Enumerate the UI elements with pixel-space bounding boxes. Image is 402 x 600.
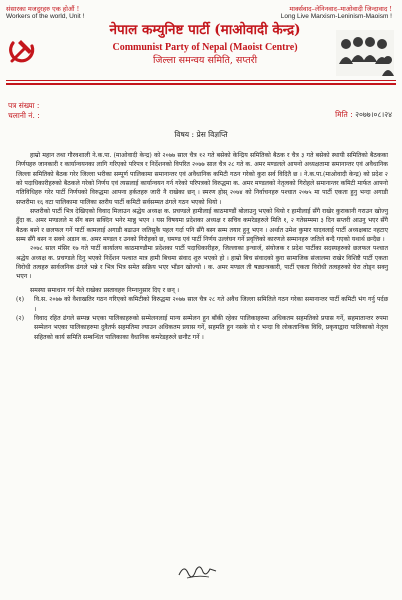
date-line — [335, 110, 392, 120]
hammer-sickle-icon — [6, 34, 38, 66]
decision-number: (१) — [16, 296, 24, 304]
slogan-left-english: Workers of the world, Unit ! — [6, 13, 85, 20]
press-release-body — [16, 151, 388, 342]
header-divider-thick — [6, 83, 396, 85]
slogan-left — [6, 5, 126, 21]
dispatch-number-label: चलानी नं. : — [8, 111, 40, 120]
slogan-right-english: Long Live Marxism-Leninism-Maoism ! — [280, 13, 392, 20]
body-paragraph: समस्या समाधान गर्न मैले राखेका प्रस्तावहरु निम्नानुसार दिए र छन् । — [30, 286, 180, 294]
letterhead — [70, 22, 340, 67]
decision-item — [16, 314, 388, 342]
signature-icon — [176, 560, 220, 582]
decision-item — [16, 295, 388, 314]
subject-line: विषय : प्रेस विज्ञप्ति — [174, 130, 228, 139]
slogan-right — [272, 5, 392, 21]
party-name-english: Communist Party of Nepal (Maoist Centre) — [112, 42, 298, 53]
header-divider — [6, 80, 396, 81]
committee-name: जिल्ला समन्वय समिति, सप्तरी — [152, 55, 258, 66]
body-paragraph: सप्तरीको पार्टी भित्र देखिएको विवाद मिलाउन श्रद्धेय अध्यक्ष क. प्रचण्डले हामीलाई काठमाण्डौं बोलाउनु भएको थियो र हामीलाई सँगै राखेर कुराकानी गराउन खोज्नु हुँदा क. अमर मण्डलले म सँग बस्न सक्दिन भनेर मान्नु भएन । यस विषयमा प्रदेशका अध्यक्ष र सचिव कमरेडहरुले मिति १, २ गतेसम्ममा ३ दिन सप्तरी आउनु भएर सँगै बैठक बस्ने र छलफल गर्ने पार्टी कामलाई अगाडी बढाउन जतिसुकै पहल गर्दा पनि सँगै बस्न सम्म तयार हुनु भएन । अर्थात उमेश कुमार यादवलाई पार्टी अध्यक्षबाट नहटाए सम्म सँगै बस्न न सक्ने अडान क. अमर मण्डल र उनको गिरोहको छ, घमण्ड एवं पार्टी निर्णय उल्लंघन गर्ने प्रवृत्तिको कारणले सम्मानहरु जतिले बन्दै गएको यथार्थ छन्दैछ । — [16, 208, 388, 244]
decision-number: (२) — [16, 314, 24, 322]
date-value: २०७७।०८।२४ — [355, 110, 392, 119]
slogan-right-nepali: मार्क्सवाद–लेनिनवाद–माओवादी जिन्दावाद ! — [289, 5, 392, 13]
party-name-nepali: नेपाल कम्युनिष्ट पार्टी (माओवादी केन्द्र) — [109, 22, 301, 38]
decision-text: विवाद रहित ढंगले सम्पन्न भएका पालिकाहरुको सम्मेलनलाई मान्य सम्मेलन हुन बाँकी रहेका पालिकाहरुमा अधिकतम सहमतिको प्रयास गर्ने, सहमातान्तर रुपमा सम्मेलन भएका पालिकाहरुमा दुवैतर्फ सहमतिमा ल्याउन अधिकतम प्रयास गर्ने, सहमति हुन नसके यो र भन्दा वि लोकतान्त्रिक विधि, प्रकृयाद्वारा पालिकाको नेतृत्व सहितको कार्य समिति सम्बन्धित पालिकाका वैधानिक कमरेडहरुले छनौट गर्ने । — [34, 314, 388, 341]
body-paragraph: २०७८ साल मंसिर १७ गते पार्टी कार्यालय काठमाण्डौमा प्रदेशका पार्टी पदाधिकारीहरु, जिल्लाका इन्चार्ज, संयोजक र प्रदेश पार्टीका सदस्यहरुको छलफल पश्चात श्रद्धेय अध्यक्ष क. प्रचण्डले दिनु भएको निर्देशन पश्चात मात्र हामी बिचमा संवाद शुरु भएको हो । हाम्रो बिच संवादको कुरा सामाजिक संजालमा राखेर विशिष्टै पार्टी एकता विरोधी तत्वहरु सार्वजनिक ढंगले भन्ने र भित्र भित्र समेत सक्रिय भएर भाँडन खोज्यो । क. अमर मण्डल ती षड्यन्त्रकारी, पार्टी एकता विरोधी तत्वहरुको घेरा तोड्न सक्नु भएन । — [16, 245, 388, 281]
body-paragraph: हाम्रो महान तथा गौरवशाली ने.क.पा. (माओवादी केन्द्र) को २०७७ साल चैत्र १२ गते बसेको केन्द्रिय समितिको बैठक र चैत्र ३ गते बसेको स्थायी समितिको बैठकका निर्णयहरु जानकारी र कार्यान्वयनका लागि गरिएको परिपत्र र निर्देशनको विपरित २०७७ साल चैत्र २८ गते क. अमर मण्डलले आफ्नो अध्यक्षतामा समानान्तर एवं अवैधानिक जिल्ला समितिको बैठक गरेर जिल्ला भरीका सम्पूर्ण पालिकामा समानान्तर एवं अवैधानिक कमिटी गठन गरेको कुरा सर्व विदितै छ । ने.क.पा.(माओवादी केन्द्र) को प्रदेश २ को पदाधिकारीहरुको बैठकले गरेको निर्णय एवं त्यसलाई कार्यान्वयन गर्न गरेको परिपत्रको विरुद्धमा क. अमर मण्डलको नेतृत्वको गिरोहले समानान्तर कमिटी मार्फत आफ्नो गतिविधिहरु गरेर पार्टी निर्णयको विरुद्धमा आफ्ना हर्कतहरु जारी नै राखेका छन् । स्मरण होस् २०७४ को निर्वाचनहरु पश्चात २०७५ मा पार्टी एकता हुनु भन्दा अगाडी सप्तरीमा १६ वटा पालिकामा पालिका स्तरीय पार्टी कमिटी सर्वसम्मत ढंगले गठन भएको थियो । — [16, 152, 388, 206]
decision-text: वि.स. २०७७ को वैशाखतिर गठन गरिएको कमिटीको विरुद्धमा २०७७ साल चैत्र २८ गते अवैध जिल्ला समितिले गठन गरेका समानान्तर पार्टी कमिटी भंग गर्नु पर्दछ । — [34, 296, 388, 313]
slogan-left-nepali: संसारका मजदुरहरु एक होऔं ! — [6, 5, 80, 13]
ideologue-portraits-icon — [336, 30, 394, 76]
date-label: मिति : — [335, 110, 353, 119]
reference-number-label: पत्र संख्या : — [8, 101, 40, 110]
